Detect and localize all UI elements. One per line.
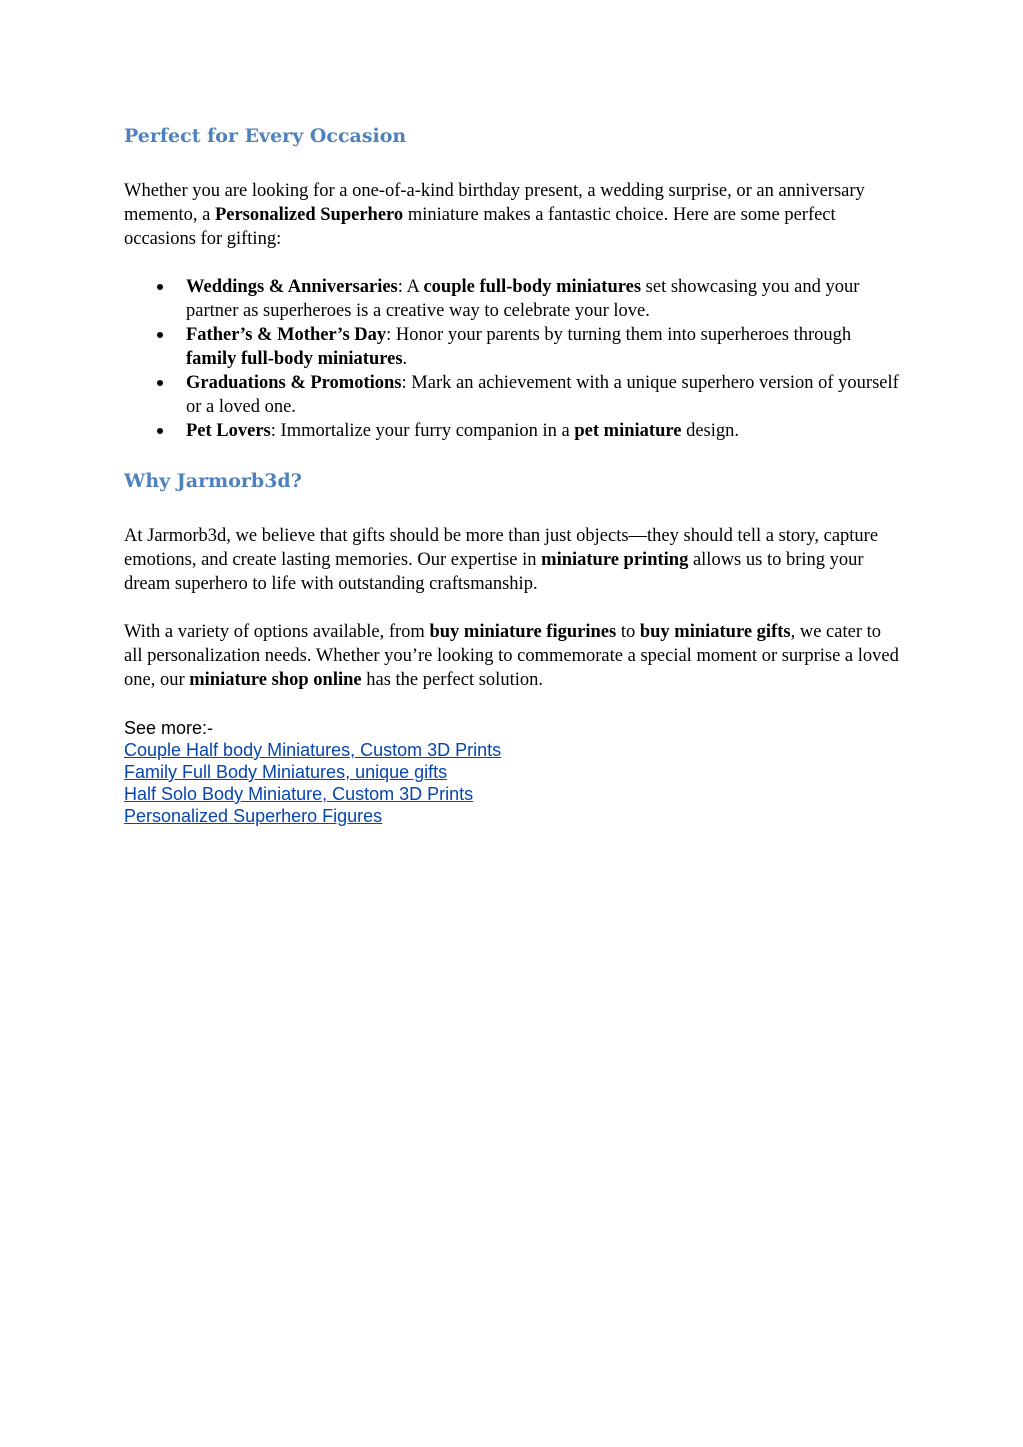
bold-run: Graduations & Promotions: [186, 373, 402, 393]
bold-run: pet miniature: [574, 421, 682, 441]
bold-run: Personalized Superhero: [214, 205, 404, 225]
text-run: : Immortalize your furry companion in a: [270, 421, 575, 441]
list-item-weddings: [124, 275, 904, 323]
text-run: has the perfect solution.: [361, 670, 543, 690]
text-run: : A: [397, 277, 424, 297]
text-run: With a variety of options available, from: [124, 622, 430, 642]
bold-run: Weddings & Anniversaries: [186, 277, 398, 297]
text-run: allows us to bring your dream superhero to life with outstanding craftsmanship.: [124, 550, 864, 594]
list-item-graduations: [124, 371, 904, 419]
bullet-icon: [157, 428, 163, 434]
why-paragraph-1: [124, 524, 904, 596]
text-run: At Jarmorb3d, we believe that gifts should be more than just objects—they should tell a story, capture emotions, and create lasting memories. Our expertise in: [124, 526, 879, 570]
text-run: , we cater to all personalization needs. Whether you’re looking to commemorate a special moment or surprise a loved one, our: [124, 622, 899, 690]
text-run: to: [616, 622, 640, 642]
text-run: : Mark an achievement with a unique superhero version of yourself or a loved one.: [186, 373, 899, 417]
text-run: : Honor your parents by turning them into superheroes through: [386, 325, 852, 345]
occasion-list: [124, 275, 904, 443]
heading-perfect-for-every-occasion: Perfect for Every Occasion: [124, 125, 407, 147]
bullet-icon: [157, 380, 163, 386]
why-paragraph-2: [124, 620, 904, 692]
bold-run: miniature printing: [541, 550, 689, 570]
link-family-full-body[interactable]: Family Full Body Miniatures, unique gifts: [124, 762, 448, 782]
link-couple-half-body[interactable]: Couple Half body Miniatures, Custom 3D Prints: [124, 740, 502, 760]
bold-run: buy miniature figurines: [429, 622, 617, 642]
text-run: miniature makes a fantastic choice. Here are some perfect occasions for gifting:: [124, 205, 836, 249]
list-item-parents-day: [124, 323, 904, 371]
bold-run: Pet Lovers: [186, 421, 271, 441]
intro-paragraph: [124, 179, 904, 251]
heading-why-jarmorb3d: Why Jarmorb3d?: [124, 470, 302, 492]
see-more-links: [124, 739, 904, 827]
text-run: design.: [681, 421, 740, 441]
text-run: Whether you are looking for a one-of-a-kind birthday present, a wedding surprise, or an anniversary memento, a: [124, 181, 865, 225]
bold-run: couple full-body miniatures: [423, 277, 642, 297]
link-half-solo-body[interactable]: Half Solo Body Miniature, Custom 3D Prints: [124, 784, 474, 804]
bold-run: miniature shop online: [189, 670, 362, 690]
bullet-icon: [157, 332, 163, 338]
text-run: .: [402, 349, 408, 369]
bullet-icon: [157, 284, 163, 290]
bold-run: buy miniature gifts: [639, 622, 791, 642]
list-item-pet-lovers: [124, 419, 904, 443]
bold-run: family full-body miniatures: [186, 349, 403, 369]
text-run: set showcasing you and your partner as superheroes is a creative way to celebrate your love.: [186, 277, 860, 321]
bold-run: Father’s & Mother’s Day: [186, 325, 387, 345]
document-content: [124, 122, 904, 827]
link-personalized-superhero[interactable]: Personalized Superhero Figures: [124, 806, 383, 826]
see-more-label: See more:-: [124, 718, 214, 738]
